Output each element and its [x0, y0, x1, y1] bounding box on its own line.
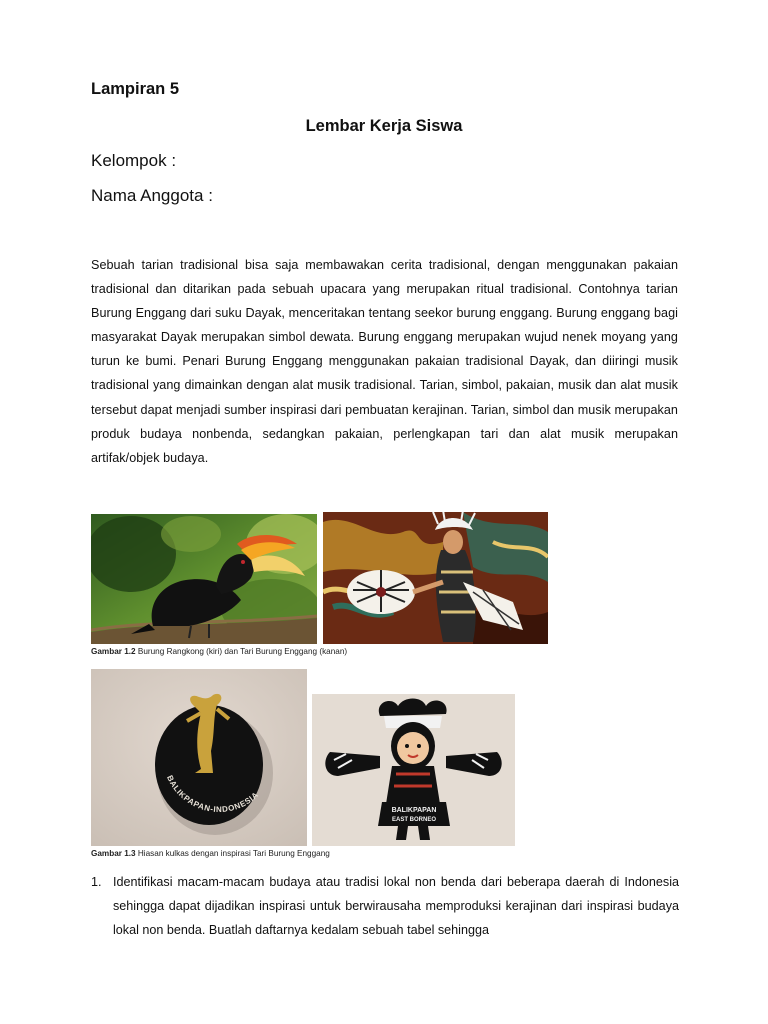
dancer-magnet-text-2: EAST BORNEO	[391, 817, 437, 823]
hornbill-photo	[91, 514, 317, 644]
figure-1-2-text: Burung Rangkong (kiri) dan Tari Burung Enggang (kanan)	[137, 647, 348, 656]
group-field-label: Kelompok :	[91, 151, 177, 170]
intro-paragraph: Sebuah tarian tradisional bisa saja membawakan cerita tradisional, dengan menggunakan pakaian tradisional dan ditarikan pada sebuah upacara yang merupakan ritual tradisional. Contohnya tarian Burung Enggang dari suku Dayak, menceritakan tentang seekor burung enggang. Burung enggang bagi masyarakat Dayak merupakan simbol dewata. Burung enggang merupakan wujud nenek moyang yang turun ke bumi. Penari Burung Enggang menggunakan pakaian tradisional Dayak, dan diiringi musik tradisional yang dimainkan dengan alat musik tradisional. Tarian, simbol, pakaian, musik dan alat musik tersebut dapat menjadi sumber inspirasi dari pembuatan kerajinan. Tarian, simbol dan musik merupakan produk budaya nonbenda, sedangkan pakaian, perlengkapan tari dan alat musik merupakan artifak/objek budaya.	[91, 258, 678, 465]
round-magnet-photo	[91, 669, 307, 846]
figure-1-3-label: Gambar 1.3	[91, 849, 136, 858]
figure-1-3-text: Hiasan kulkas dengan inspirasi Tari Burung Enggang	[137, 849, 330, 858]
member-names-field-label: Nama Anggota :	[91, 186, 213, 205]
hornbill-dance-photo	[323, 512, 548, 644]
figure-1-2-caption	[91, 647, 347, 656]
page-title: Lembar Kerja Siswa	[305, 117, 463, 135]
dancer-magnet-text-1: BALIKPAPAN	[391, 807, 437, 814]
figure-1-3-caption	[91, 849, 330, 858]
dancer-magnet-photo	[312, 694, 515, 846]
round-magnet-text: BALIKPAPAN-INDONESIA	[165, 773, 261, 815]
figure-1-2-label: Gambar 1.2	[91, 647, 136, 656]
question-item	[91, 870, 679, 943]
question-number: 1.	[91, 875, 102, 889]
appendix-label: Lampiran 5	[91, 80, 180, 98]
question-text: Identifikasi macam-macam budaya atau tradisi lokal non benda dari beberapa daerah di Indonesia sehingga dapat dijadikan inspirasi untuk berwirausaha memproduksi kerajinan dari inspirasi budaya lokal non benda. Buatlah daftarnya kedalam sebuah tabel sehingga	[113, 875, 679, 938]
